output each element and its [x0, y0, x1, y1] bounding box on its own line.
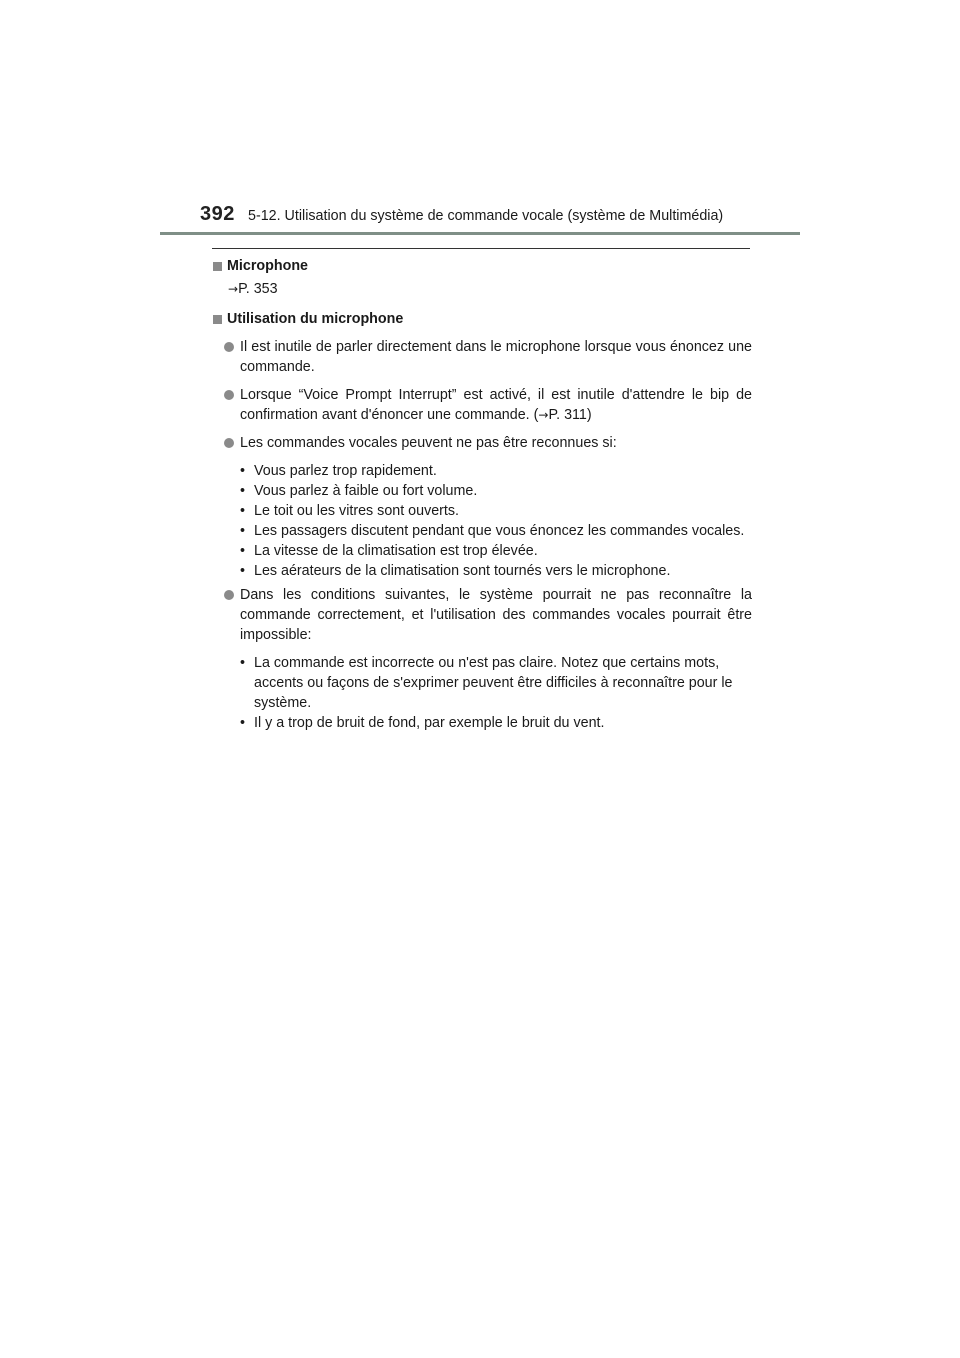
dot-icon: •: [240, 543, 246, 559]
bullet-text: Il est inutile de parler directement dans le microphone lorsque vous énoncez une commande.: [240, 339, 752, 375]
bullet-text-part: Lorsque “Voice Prompt Interrupt” est activé, il est inutile d'attendre le bip de confirmation avant d'énoncer une commande. (: [240, 387, 752, 423]
sub-list: [212, 653, 752, 733]
list-item-text: Vous parlez trop rapidement.: [254, 463, 437, 479]
page-header: [0, 0, 960, 240]
section-heading-usage: [212, 309, 752, 329]
arrow-icon: →: [228, 282, 239, 296]
circle-bullet-icon: [224, 438, 234, 448]
bullet-text: Les commandes vocales peuvent ne pas être reconnues si:: [240, 435, 617, 451]
sub-list: [212, 461, 752, 581]
list-item: [212, 713, 752, 733]
bullet-text: [240, 385, 752, 425]
list-item-text: Les aérateurs de la climatisation sont tournés vers le microphone.: [254, 563, 671, 579]
page-content: [212, 256, 752, 733]
section-heading-microphone: [212, 256, 752, 276]
list-item: [212, 541, 752, 561]
page-number: 392: [200, 203, 235, 225]
circle-bullet-icon: [224, 590, 234, 600]
bullet-item: [212, 433, 752, 453]
page-reference[interactable]: [228, 279, 752, 299]
dot-icon: •: [240, 523, 246, 539]
list-item-text: Les passagers discutent pendant que vous énoncez les commandes vocales.: [254, 523, 745, 539]
bullet-item: [212, 337, 752, 377]
dot-icon: •: [240, 715, 246, 731]
page-reference[interactable]: P. 311): [548, 407, 592, 423]
circle-bullet-icon: [224, 390, 234, 400]
dot-icon: •: [240, 655, 246, 671]
list-item-text: La vitesse de la climatisation est trop élevée.: [254, 543, 538, 559]
bullet-item: [212, 385, 752, 425]
list-item: [212, 501, 752, 521]
bullet-text: Dans les conditions suivantes, le système pourrait ne pas reconnaître la commande correctement, et l'utilisation des commandes vocales pourrait être impossible:: [240, 587, 752, 643]
arrow-icon: →: [538, 408, 549, 422]
square-bullet-icon: [213, 315, 222, 324]
reference-text: P. 353: [238, 281, 278, 297]
list-item: [212, 561, 752, 581]
list-item: [212, 653, 752, 713]
list-item-text: Vous parlez à faible ou fort volume.: [254, 483, 478, 499]
list-item: [212, 481, 752, 501]
list-item: [212, 461, 752, 481]
section-title: Microphone: [227, 258, 309, 274]
dot-icon: •: [240, 483, 246, 499]
list-item-text: Il y a trop de bruit de fond, par exemple le bruit du vent.: [254, 715, 605, 731]
dot-icon: •: [240, 503, 246, 519]
section-title: Utilisation du microphone: [227, 311, 404, 327]
dot-icon: •: [240, 563, 246, 579]
header-rule: [160, 232, 800, 235]
chapter-title: 5-12. Utilisation du système de commande vocale (système de Multimédia): [248, 208, 724, 224]
circle-bullet-icon: [224, 342, 234, 352]
square-bullet-icon: [213, 262, 222, 271]
dot-icon: •: [240, 463, 246, 479]
list-item-text: La commande est incorrecte ou n'est pas claire. Notez que certains mots, accents ou façons de s'exprimer peuvent être difficiles à reconnaître pour le système.: [254, 655, 733, 711]
content-rule: [212, 248, 750, 249]
list-item-text: Le toit ou les vitres sont ouverts.: [254, 503, 460, 519]
bullet-item: [212, 585, 752, 645]
list-item: [212, 521, 752, 541]
